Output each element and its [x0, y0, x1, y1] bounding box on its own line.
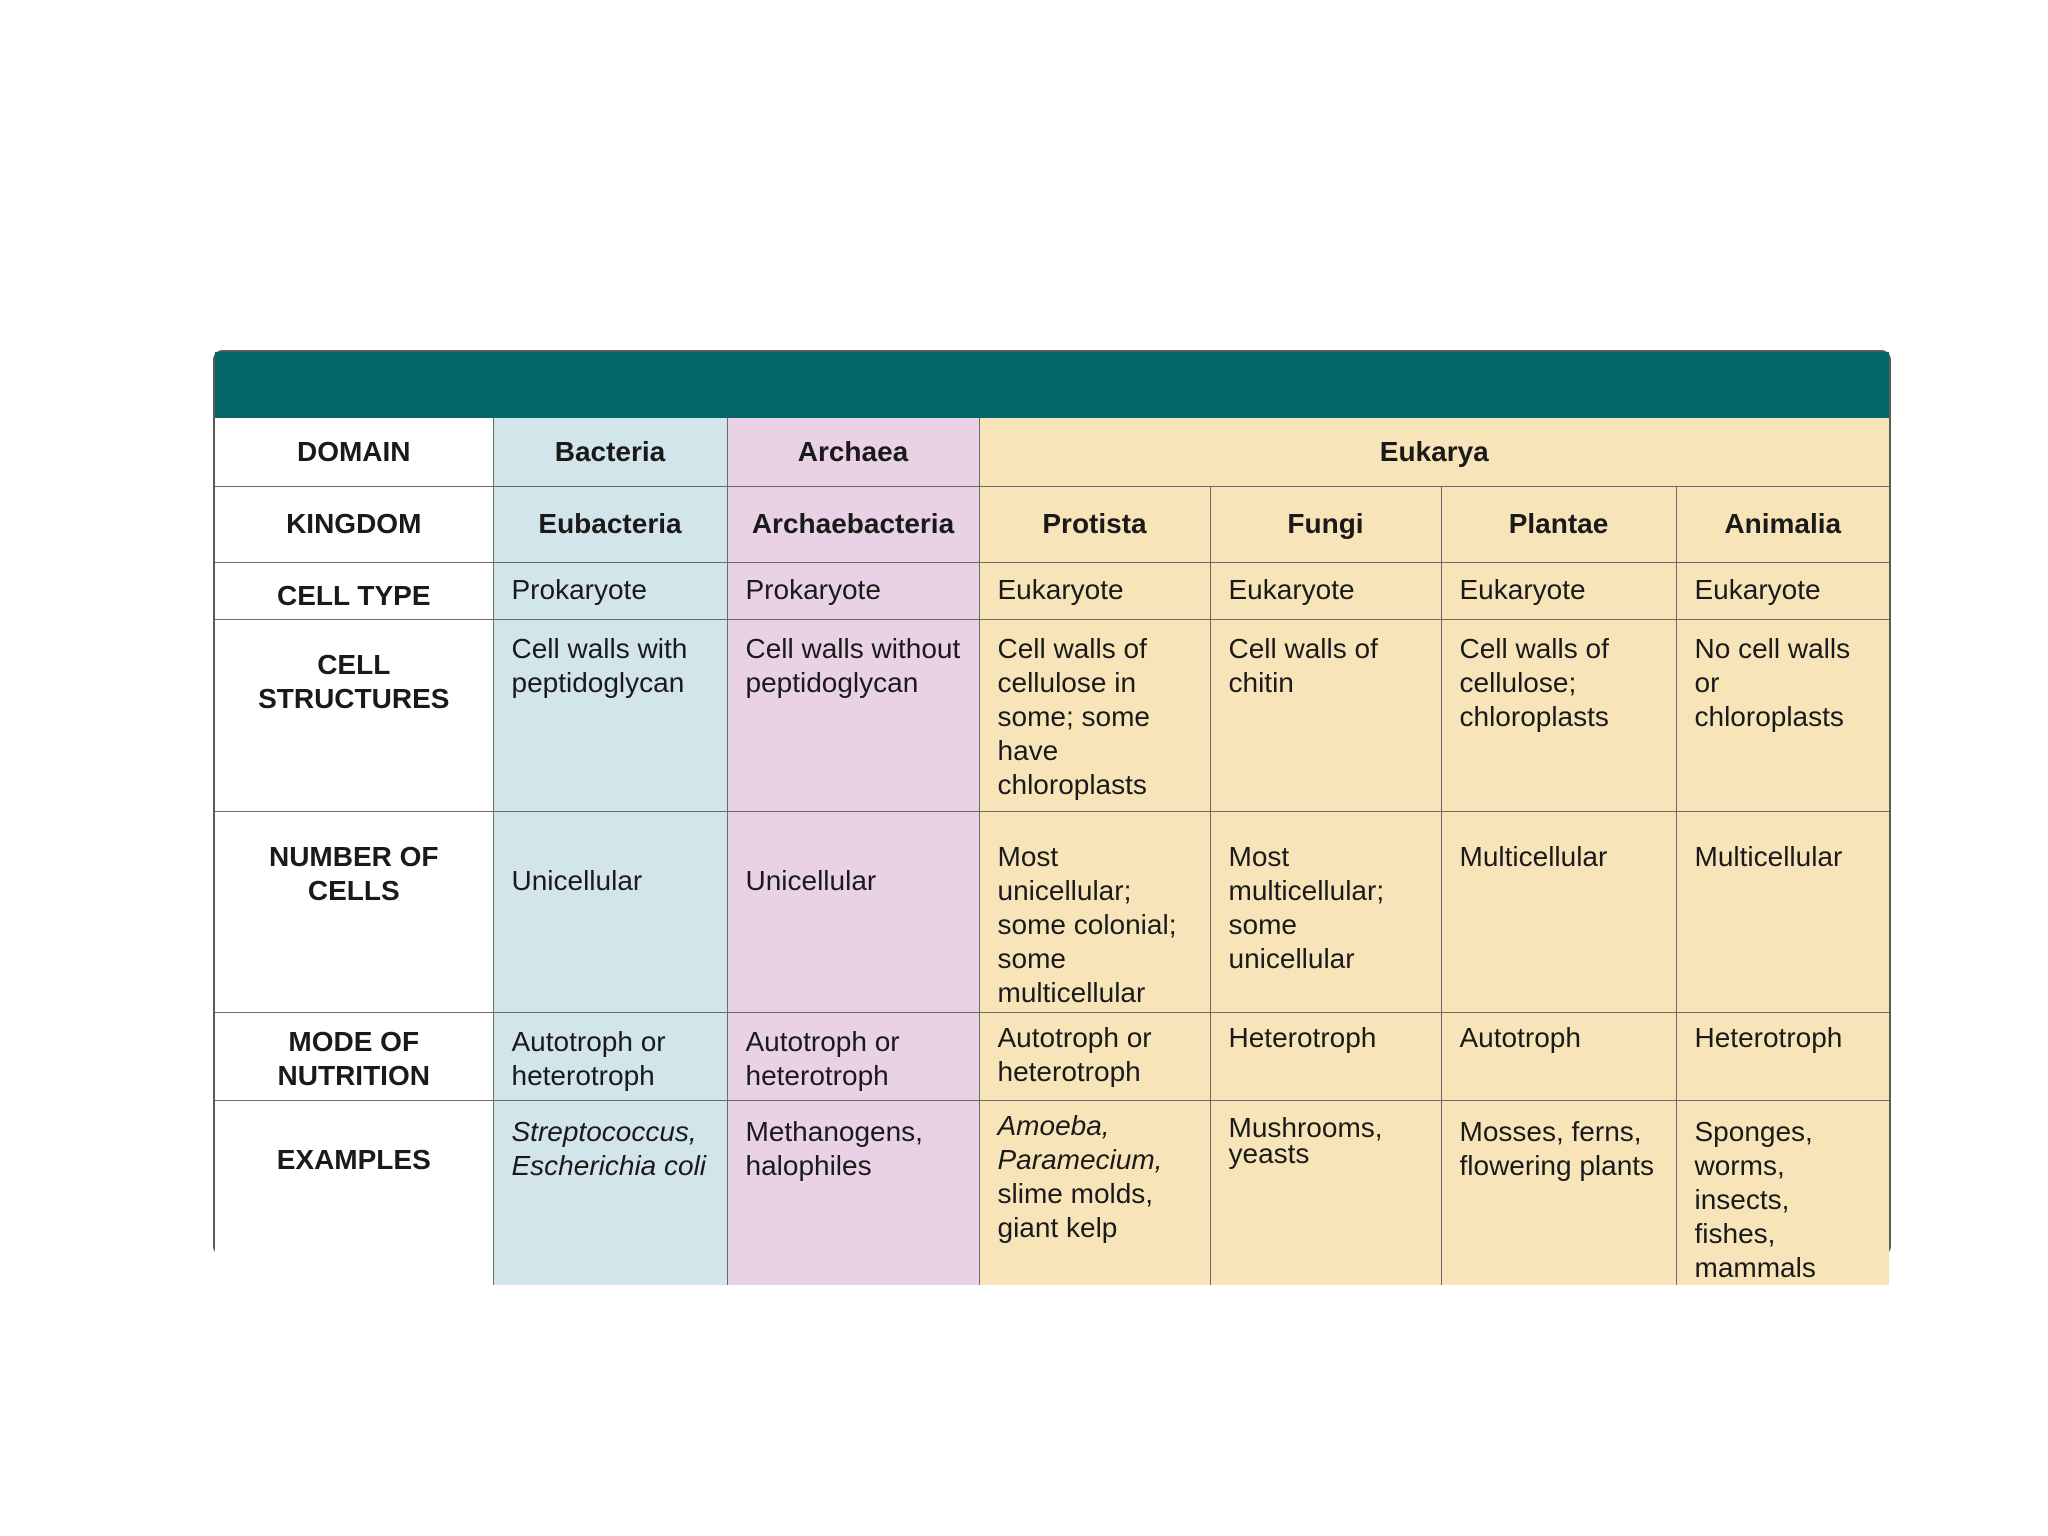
table-header-bar — [215, 352, 1889, 418]
examples-animalia: Sponges, worms, insects, fishes, mammals — [1676, 1100, 1889, 1285]
row-label-cell-type: CELL TYPE — [215, 562, 493, 619]
number-of-cells-archaebacteria: Unicellular — [727, 811, 979, 1012]
cell-type-protista: Eukaryote — [979, 562, 1210, 619]
domain-bacteria: Bacteria — [493, 418, 727, 486]
nutrition-archaebacteria: Autotroph or heterotroph — [727, 1012, 979, 1100]
row-label-number-of-cells: NUMBER OF CELLS — [215, 811, 493, 1012]
kingdom-row — [215, 486, 1889, 562]
cell-structures-animalia: No cell walls or chloroplasts — [1676, 619, 1889, 811]
number-of-cells-animalia: Multicellular — [1676, 811, 1889, 1012]
kingdom-protista: Protista — [979, 486, 1210, 562]
nutrition-fungi: Heterotroph — [1210, 1012, 1441, 1100]
cell-type-eubacteria: Prokaryote — [493, 562, 727, 619]
domain-row — [215, 418, 1889, 486]
row-label-domain: DOMAIN — [215, 418, 493, 486]
row-label-cell-structures: CELL STRUCTURES — [215, 619, 493, 811]
cell-structures-fungi: Cell walls of chitin — [1210, 619, 1441, 811]
examples-plantae: Mosses, ferns, flowering plants — [1441, 1100, 1676, 1285]
kingdom-archaebacteria: Archaebacteria — [727, 486, 979, 562]
examples-row — [215, 1100, 1889, 1285]
cell-type-fungi: Eukaryote — [1210, 562, 1441, 619]
examples-eubacteria: Streptococcus, Escherichia coli — [493, 1100, 727, 1285]
cell-structures-plantae: Cell walls of cellulose; chloroplasts — [1441, 619, 1676, 811]
row-label-mode-of-nutrition: MODE OF NUTRITION — [215, 1012, 493, 1100]
number-of-cells-row — [215, 811, 1889, 1012]
domain-archaea: Archaea — [727, 418, 979, 486]
kingdom-plantae: Plantae — [1441, 486, 1676, 562]
kingdom-eubacteria: Eubacteria — [493, 486, 727, 562]
classification-table — [213, 350, 1891, 1283]
cell-type-archaebacteria: Prokaryote — [727, 562, 979, 619]
cell-type-animalia: Eukaryote — [1676, 562, 1889, 619]
nutrition-protista: Autotroph or heterotroph — [979, 1012, 1210, 1100]
nutrition-eubacteria: Autotroph or heterotroph — [493, 1012, 727, 1100]
kingdom-fungi: Fungi — [1210, 486, 1441, 562]
number-of-cells-plantae: Multicellular — [1441, 811, 1676, 1012]
row-label-kingdom: KINGDOM — [215, 486, 493, 562]
kingdoms-table — [215, 418, 1889, 1285]
cell-type-row — [215, 562, 1889, 619]
cell-structures-archaebacteria: Cell walls without peptidoglycan — [727, 619, 979, 811]
number-of-cells-protista: Most unicellular; some colonial; some multicellular — [979, 811, 1210, 1012]
cell-structures-eubacteria: Cell walls with peptidoglycan — [493, 619, 727, 811]
nutrition-plantae: Autotroph — [1441, 1012, 1676, 1100]
domain-eukarya: Eukarya — [979, 418, 1889, 486]
examples-protista — [979, 1100, 1210, 1285]
examples-archaebacteria: Methanogens, halophiles — [727, 1100, 979, 1285]
mode-of-nutrition-row — [215, 1012, 1889, 1100]
examples-protista-rest: slime molds, giant kelp — [997, 1177, 1154, 1243]
number-of-cells-eubacteria: Unicellular — [493, 811, 727, 1012]
examples-fungi: Mushrooms, yeasts — [1210, 1100, 1441, 1285]
cell-structures-protista: Cell walls of cellulose in some; some have chloroplasts — [979, 619, 1210, 811]
number-of-cells-fungi: Most multicellular; some unicellular — [1210, 811, 1441, 1012]
cell-structures-row — [215, 619, 1889, 811]
row-label-examples: EXAMPLES — [215, 1100, 493, 1285]
kingdom-animalia: Animalia — [1676, 486, 1889, 562]
examples-protista-italic: Amoeba, Paramecium, — [997, 1109, 1163, 1175]
cell-type-plantae: Eukaryote — [1441, 562, 1676, 619]
nutrition-animalia: Heterotroph — [1676, 1012, 1889, 1100]
